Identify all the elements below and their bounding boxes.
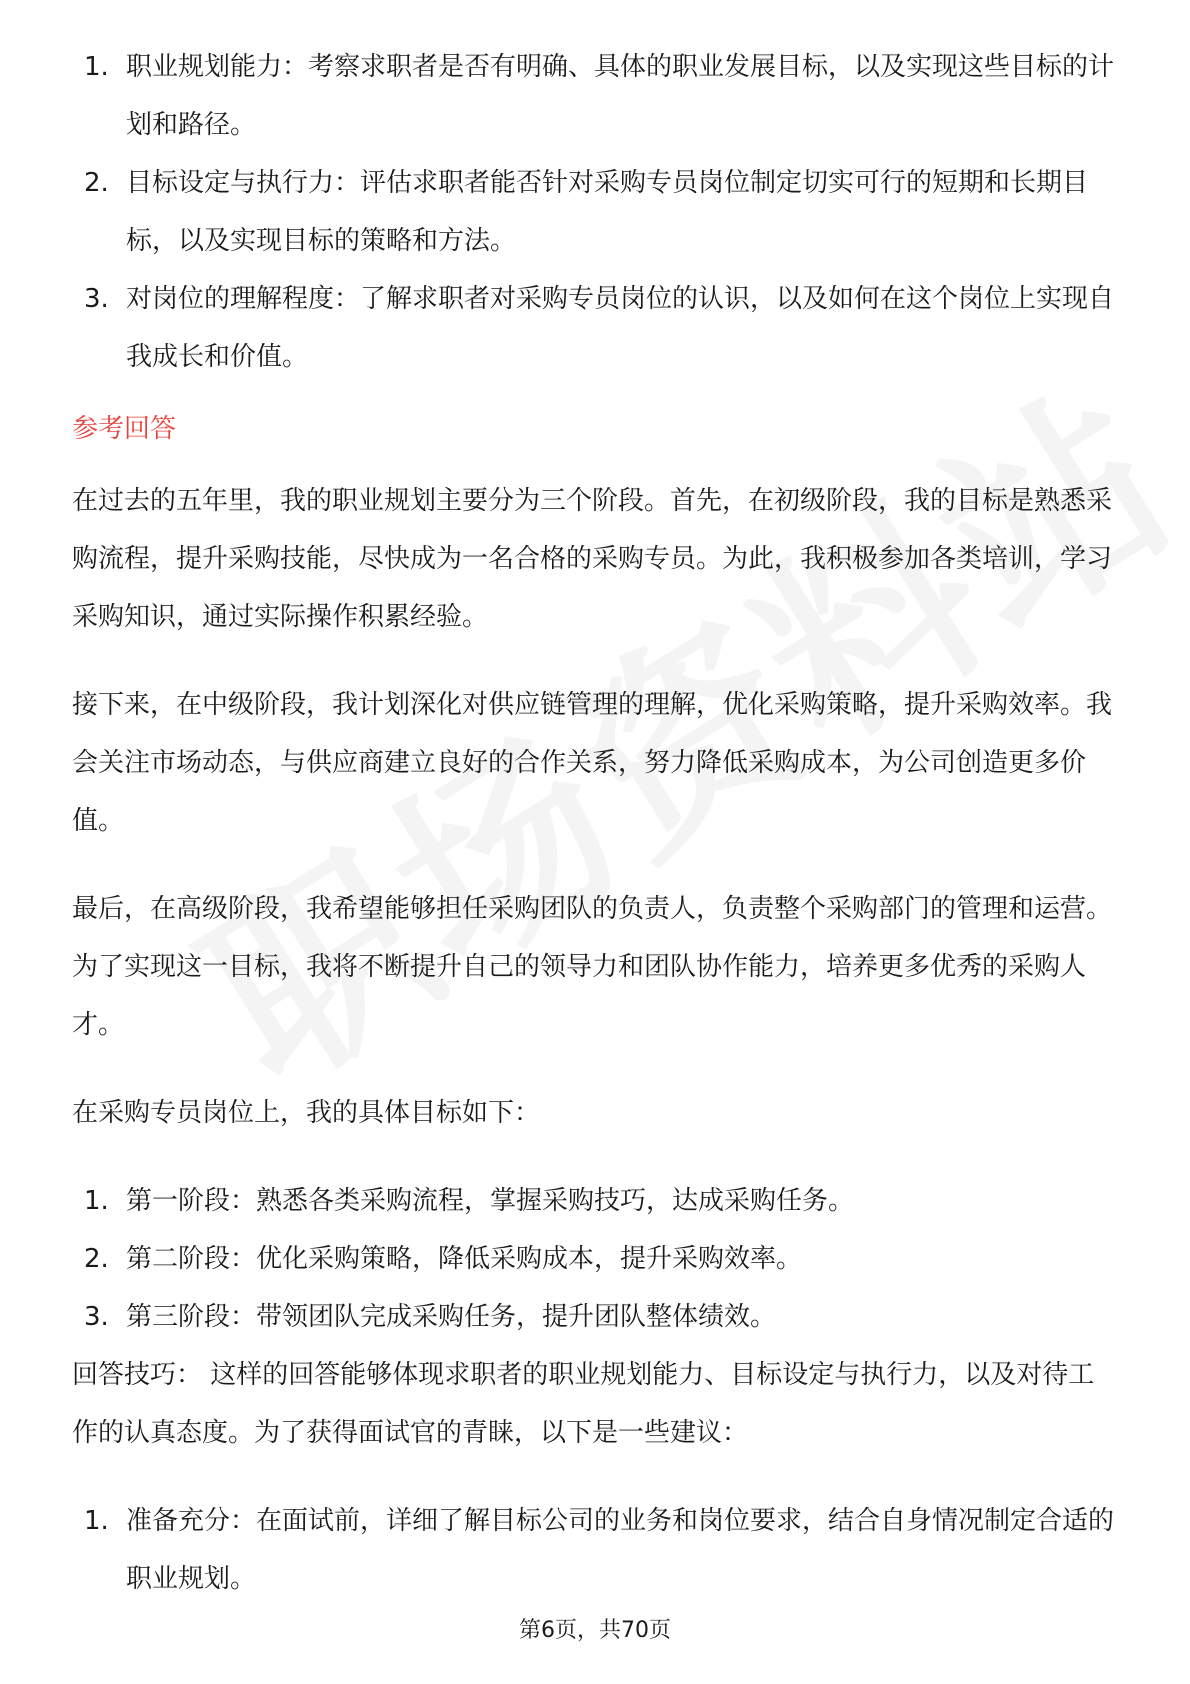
paragraph: 在过去的五年里，我的职业规划主要分为三个阶段。首先，在初级阶段，我的目标是熟悉采购流程，提升采购技能，尽快成为一名合格的采购专员。为此，我积极参加各类培训，学习采购知识，通过实际操作积累经验。: [72, 486, 1113, 632]
list-item-text: 职业规划能力：考察求职者是否有明确、具体的职业发展目标，以及实现这些目标的计划和路径。: [126, 52, 1115, 140]
tips-list: [72, 1492, 1118, 1608]
list-number: 1.: [84, 52, 109, 82]
list-item: [72, 1230, 1118, 1288]
list-item-text: 第二阶段：优化采购策略，降低采购成本，提升采购效率。: [126, 1244, 803, 1274]
list-item-text: 目标设定与执行力：评估求职者能否针对采购专员岗位制定切实可行的短期和长期目标，以及实现目标的策略和方法。: [126, 168, 1089, 256]
list-item: [72, 1492, 1118, 1608]
tips-paragraph: 回答技巧： 这样的回答能够体现求职者的职业规划能力、目标设定与执行力，以及对待工作的认真态度。为了获得面试官的青睐，以下是一些建议：: [72, 1360, 1095, 1448]
section-heading: 参考回答: [72, 414, 177, 444]
list-item: [72, 1172, 1118, 1230]
list-number: 1.: [84, 1186, 109, 1216]
goal-list: [72, 1172, 1118, 1346]
page-footer: 第6页，共70页: [519, 1618, 671, 1643]
document-content: [72, 38, 1118, 1608]
list-number: 2.: [84, 1244, 109, 1274]
list-number: 2.: [84, 168, 109, 198]
list-number: 3.: [84, 284, 109, 314]
list-item-text: 准备充分：在面试前，详细了解目标公司的业务和岗位要求，结合自身情况制定合适的职业规划。: [126, 1506, 1115, 1594]
paragraph: 最后，在高级阶段，我希望能够担任采购团队的负责人，负责整个采购部门的管理和运营。为了实现这一目标，我将不断提升自己的领导力和团队协作能力，培养更多优秀的采购人才。: [72, 894, 1113, 1040]
paragraph: 在采购专员岗位上，我的具体目标如下：: [72, 1098, 541, 1128]
list-number: 3.: [84, 1302, 109, 1332]
list-item: [72, 1288, 1118, 1346]
list-item: [72, 154, 1118, 270]
list-item-text: 对岗位的理解程度：了解求职者对采购专员岗位的认识，以及如何在这个岗位上实现自我成长和价值。: [126, 284, 1115, 372]
list-number: 1.: [84, 1506, 109, 1536]
paragraph: 接下来，在中级阶段，我计划深化对供应链管理的理解，优化采购策略，提升采购效率。我会关注市场动态，与供应商建立良好的合作关系，努力降低采购成本，为公司创造更多价值。: [72, 690, 1113, 836]
list-item-text: 第三阶段：带领团队完成采购任务，提升团队整体绩效。: [126, 1302, 777, 1332]
list-item: [72, 38, 1118, 154]
evaluation-points-list: [72, 38, 1118, 386]
list-item: [72, 270, 1118, 386]
list-item-text: 第一阶段：熟悉各类采购流程，掌握采购技巧，达成采购任务。: [126, 1186, 855, 1216]
